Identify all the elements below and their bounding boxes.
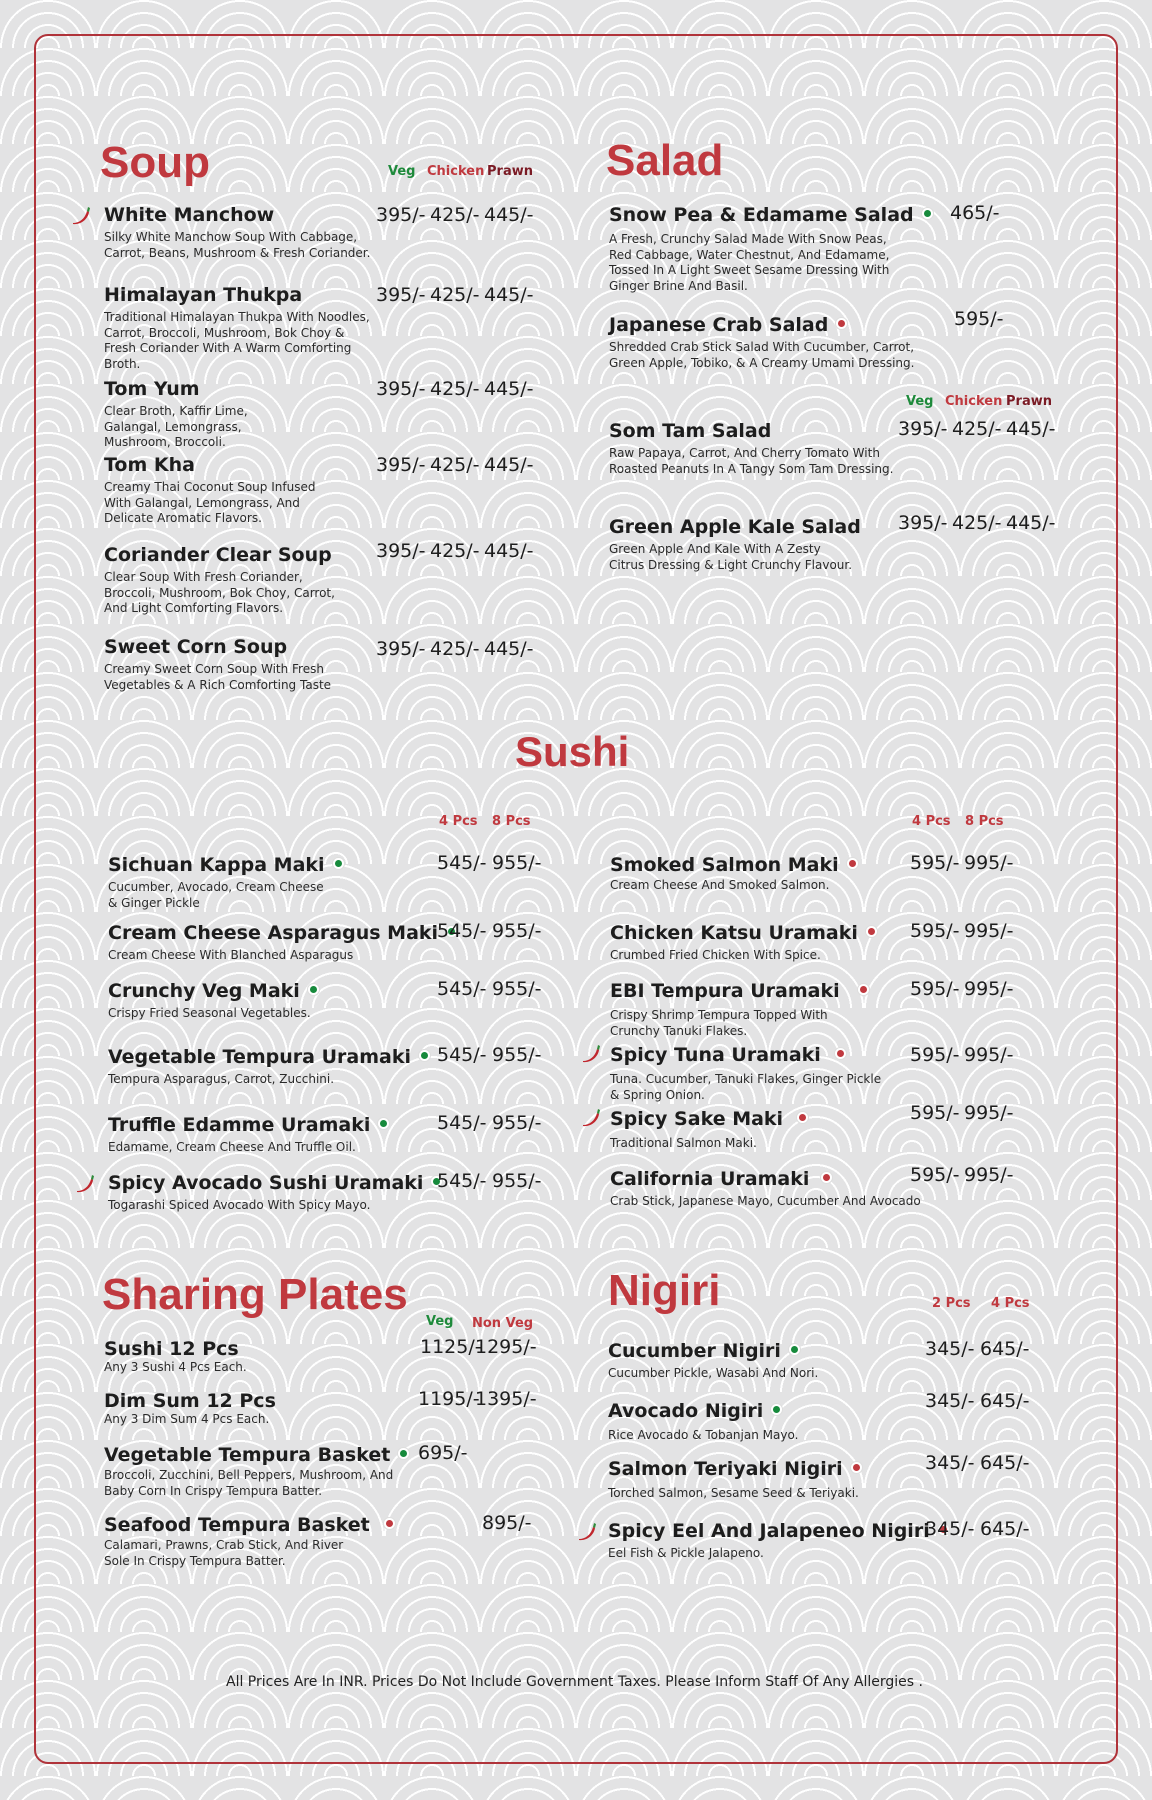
soup-item-desc: Clear Soup With Fresh Coriander, Broccoli, Mushroom, Bok Choy, Carrot, And Light Comforting Flavors. (104, 570, 335, 615)
sushi-item-name: Chicken Katsu Uramaki (610, 922, 877, 944)
soup-item-desc: Clear Broth, Kaffir Lime, Galangal, Lemongrass, Mushroom, Broccoli. (104, 404, 248, 449)
sushi-price-4pcs: 545/- (437, 920, 487, 942)
sharing-price-nonveg: 1395/- (475, 1388, 537, 1410)
sushi-price-8pcs: 995/- (964, 1102, 1014, 1124)
veg-dot-icon (333, 858, 344, 869)
sushi-price-4pcs: 545/- (437, 1044, 487, 1066)
sushi-price-8pcs: 955/- (492, 1044, 542, 1066)
sushi-price-4pcs: 595/- (910, 1102, 960, 1124)
sushi-item-desc: Togarashi Spiced Avocado With Spicy Mayo. (108, 1198, 371, 1212)
soup-item-name: White Manchow (104, 204, 275, 226)
salad-price-prawn: 445/- (1006, 418, 1056, 440)
veg-dot-icon (308, 984, 319, 995)
sushi-price-8pcs: 995/- (964, 852, 1014, 874)
salad-price-chicken: 425/- (952, 418, 1002, 440)
sushi-price-4pcs: 545/- (437, 1112, 487, 1134)
sushi-item-name: Sichuan Kappa Maki (108, 854, 344, 876)
sushi-price-8pcs: 955/- (492, 1112, 542, 1134)
soup-item-name: Coriander Clear Soup (104, 544, 332, 566)
soup-price-veg: 395/- (376, 454, 426, 476)
sushi-item-name: California Uramaki (610, 1168, 832, 1190)
nonveg-dot-icon (797, 1112, 808, 1123)
nigiri-header-2pcs: 2 Pcs (932, 1296, 971, 1311)
soup-price-chicken: 425/- (430, 378, 480, 400)
nonveg-dot-icon (866, 926, 877, 937)
nigiri-price-2pcs: 345/- (925, 1338, 975, 1360)
sushi-item-name: Crunchy Veg Maki (108, 980, 319, 1002)
salad-item-name: Green Apple Kale Salad (609, 516, 861, 538)
sushi-item-name: Spicy Sake Maki (610, 1108, 808, 1130)
nigiri-item-name: Spicy Eel And Jalapeneo Nigiri (608, 1520, 949, 1542)
veg-dot-icon (789, 1344, 800, 1355)
nigiri-item-desc: Torched Salmon, Sesame Seed & Teriyaki. (608, 1486, 859, 1500)
sharing-title: Sharing Plates (102, 1270, 408, 1319)
salad-price-veg: 395/- (898, 418, 948, 440)
sushi-item-desc: Cucumber, Avocado, Cream Cheese & Ginger Pickle (108, 880, 324, 910)
soup-price-chicken: 425/- (430, 638, 480, 660)
sharing-price-veg: 1195/- (418, 1388, 480, 1410)
nigiri-item-name: Avocado Nigiri (608, 1400, 782, 1422)
nigiri-price-2pcs: 345/- (925, 1390, 975, 1412)
sushi-price-8pcs: 955/- (492, 920, 542, 942)
nigiri-item-desc: Eel Fish & Pickle Jalapeno. (608, 1546, 764, 1560)
sushi-price-8pcs: 995/- (964, 920, 1014, 942)
nigiri-price-4pcs: 645/- (980, 1338, 1030, 1360)
salad-header-chicken: Chicken (945, 394, 1003, 409)
sharing-price: 695/- (418, 1442, 468, 1464)
veg-dot-icon (398, 1448, 409, 1459)
salad-price: 465/- (950, 202, 1000, 224)
sharing-price-nonveg: 1295/- (475, 1336, 537, 1358)
salad-price-veg: 395/- (898, 512, 948, 534)
veg-dot-icon (771, 1404, 782, 1415)
nigiri-item-name: Salmon Teriyaki Nigiri (608, 1458, 862, 1480)
sushi-right-header-8pcs: 8 Pcs (965, 814, 1004, 829)
soup-item-desc: Silky White Manchow Soup With Cabbage, Carrot, Beans, Mushroom & Fresh Coriander. (104, 230, 371, 260)
salad-item-desc: A Fresh, Crunchy Salad Made With Snow Peas, Red Cabbage, Water Chestnut, And Edamame, Tossed In A Light Sweet Sesame Dressing With Ginger Brine And Basil. (609, 232, 890, 293)
nigiri-price-4pcs: 645/- (980, 1390, 1030, 1412)
veg-dot-icon (922, 208, 933, 219)
veg-dot-icon (378, 1118, 389, 1129)
salad-item-desc: Raw Papaya, Carrot, And Cherry Tomato With Roasted Peanuts In A Tangy Som Tam Dressing. (609, 446, 894, 476)
sushi-title: Sushi (515, 728, 630, 775)
sushi-item-desc: Tuna. Cucumber, Tanuki Flakes, Ginger Pickle & Spring Onion. (610, 1072, 882, 1102)
footer-note: All Prices Are In INR. Prices Do Not Include Government Taxes. Please Inform Staff Of Any Allergies . (226, 1674, 923, 1690)
sharing-item-name: Sushi 12 Pcs (104, 1338, 239, 1360)
soup-price-chicken: 425/- (430, 284, 480, 306)
nigiri-price-2pcs: 345/- (925, 1452, 975, 1474)
soup-price-prawn: 445/- (484, 454, 534, 476)
soup-header-prawn: Prawn (487, 164, 533, 179)
sushi-price-4pcs: 595/- (910, 1044, 960, 1066)
sharing-item-desc: Any 3 Dim Sum 4 Pcs Each. (104, 1412, 270, 1426)
chili-icon (580, 1106, 602, 1128)
sharing-price: 895/- (482, 1512, 532, 1534)
sharing-header-nonveg: Non Veg (472, 1316, 534, 1331)
salad-price-chicken: 425/- (952, 512, 1002, 534)
salad-item-name: Som Tam Salad (609, 420, 772, 442)
nonveg-dot-icon (836, 318, 847, 329)
sushi-item-name: Truffle Edamme Uramaki (108, 1114, 389, 1136)
sharing-item-name: Vegetable Tempura Basket (104, 1444, 409, 1466)
nigiri-price-2pcs: 345/- (925, 1518, 975, 1540)
soup-title: Soup (100, 138, 210, 187)
chili-icon (580, 1042, 602, 1064)
sushi-price-8pcs: 995/- (964, 1044, 1014, 1066)
chili-icon (70, 204, 92, 226)
sushi-item-desc: Crumbed Fried Chicken With Spice. (610, 948, 821, 962)
soup-price-veg: 395/- (376, 284, 426, 306)
sharing-item-name: Seafood Tempura Basket (104, 1514, 395, 1536)
sharing-item-name: Dim Sum 12 Pcs (104, 1390, 276, 1412)
soup-header-chicken: Chicken (427, 164, 485, 179)
sushi-item-desc: Edamame, Cream Cheese And Truffle Oil. (108, 1140, 356, 1154)
nonveg-dot-icon (821, 1172, 832, 1183)
soup-price-prawn: 445/- (484, 378, 534, 400)
nigiri-header-4pcs: 4 Pcs (991, 1296, 1030, 1311)
soup-price-prawn: 445/- (484, 540, 534, 562)
soup-item-name: Sweet Corn Soup (104, 636, 288, 658)
sushi-item-name: Cream Cheese Asparagus Maki (108, 922, 457, 944)
soup-price-veg: 395/- (376, 540, 426, 562)
sushi-item-desc: Crispy Fried Seasonal Vegetables. (108, 1006, 311, 1020)
nigiri-price-4pcs: 645/- (980, 1452, 1030, 1474)
nonveg-dot-icon (858, 984, 869, 995)
soup-item-desc: Creamy Thai Coconut Soup Infused With Galangal, Lemongrass, And Delicate Aromatic Flavors. (104, 480, 316, 525)
soup-price-veg: 395/- (376, 204, 426, 226)
nonveg-dot-icon (835, 1048, 846, 1059)
sharing-item-desc: Broccoli, Zucchini, Bell Peppers, Mushroom, And Baby Corn In Crispy Tempura Batter. (104, 1468, 394, 1498)
sushi-price-8pcs: 955/- (492, 1170, 542, 1192)
salad-item-desc: Shredded Crab Stick Salad With Cucumber, Carrot, Green Apple, Tobiko, & A Creamy Umami Dressing. (609, 340, 915, 370)
sushi-price-4pcs: 595/- (910, 1164, 960, 1186)
sushi-item-desc: Cream Cheese With Blanched Asparagus (108, 948, 354, 962)
soup-price-prawn: 445/- (484, 284, 534, 306)
soup-price-prawn: 445/- (484, 204, 534, 226)
salad-item-desc: Green Apple And Kale With A Zesty Citrus Dressing & Light Crunchy Flavour. (609, 542, 853, 572)
sushi-price-8pcs: 955/- (492, 852, 542, 874)
sushi-right-header-4pcs: 4 Pcs (912, 814, 951, 829)
salad-header-prawn: Prawn (1006, 394, 1052, 409)
sharing-item-desc: Any 3 Sushi 4 Pcs Each. (104, 1360, 247, 1374)
nigiri-item-desc: Cucumber Pickle, Wasabi And Nori. (608, 1366, 819, 1380)
sushi-item-desc: Traditional Salmon Maki. (610, 1136, 757, 1150)
soup-price-chicken: 425/- (430, 540, 480, 562)
soup-price-prawn: 445/- (484, 638, 534, 660)
soup-item-desc: Traditional Himalayan Thukpa With Noodles, Carrot, Broccoli, Mushroom, Bok Choy & Fresh Coriander With A Warm Comforting Broth. (104, 310, 370, 371)
salad-price: 595/- (954, 308, 1004, 330)
salad-title: Salad (606, 136, 724, 185)
sushi-item-desc: Cream Cheese And Smoked Salmon. (610, 878, 830, 892)
sushi-item-desc: Crispy Shrimp Tempura Topped With Crunchy Tanuki Flakes. (610, 1008, 828, 1038)
sushi-item-name: Vegetable Tempura Uramaki (108, 1046, 430, 1068)
nigiri-title: Nigiri (608, 1266, 721, 1315)
sushi-price-4pcs: 545/- (437, 1170, 487, 1192)
sharing-header-veg: Veg (426, 1314, 454, 1329)
soup-item-desc: Creamy Sweet Corn Soup With Fresh Vegetables & A Rich Comforting Taste (104, 662, 332, 692)
nonveg-dot-icon (851, 1462, 862, 1473)
sushi-item-name: Spicy Avocado Sushi Uramaki (108, 1172, 442, 1194)
soup-item-name: Tom Kha (104, 454, 195, 476)
soup-item-name: Himalayan Thukpa (104, 284, 303, 306)
sushi-price-4pcs: 595/- (910, 920, 960, 942)
sushi-left-header-4pcs: 4 Pcs (439, 814, 478, 829)
salad-item-name: Japanese Crab Salad (609, 314, 847, 336)
sushi-left-header-8pcs: 8 Pcs (492, 814, 531, 829)
sushi-item-name: Spicy Tuna Uramaki (610, 1044, 846, 1066)
sushi-item-desc: Crab Stick, Japanese Mayo, Cucumber And Avocado (610, 1194, 921, 1208)
chili-icon (74, 1172, 96, 1194)
sushi-price-4pcs: 545/- (437, 978, 487, 1000)
veg-dot-icon (419, 1050, 430, 1061)
salad-header-veg: Veg (906, 394, 934, 409)
sushi-item-name: Smoked Salmon Maki (610, 854, 858, 876)
sushi-price-8pcs: 955/- (492, 978, 542, 1000)
nigiri-item-name: Cucumber Nigiri (608, 1340, 800, 1362)
soup-price-chicken: 425/- (430, 204, 480, 226)
nigiri-item-desc: Rice Avocado & Tobanjan Mayo. (608, 1428, 799, 1442)
sushi-price-4pcs: 545/- (437, 852, 487, 874)
soup-price-veg: 395/- (376, 378, 426, 400)
sushi-price-4pcs: 595/- (910, 852, 960, 874)
nonveg-dot-icon (847, 858, 858, 869)
salad-item-name: Snow Pea & Edamame Salad (609, 204, 933, 226)
sushi-price-4pcs: 595/- (910, 978, 960, 1000)
sushi-item-desc: Tempura Asparagus, Carrot, Zucchini. (108, 1072, 335, 1086)
soup-price-veg: 395/- (376, 638, 426, 660)
nonveg-dot-icon (384, 1518, 395, 1529)
sushi-price-8pcs: 995/- (964, 1164, 1014, 1186)
chili-icon (576, 1520, 598, 1542)
salad-price-prawn: 445/- (1006, 512, 1056, 534)
sushi-item-name: EBI Tempura Uramaki (610, 980, 869, 1002)
sharing-item-desc: Calamari, Prawns, Crab Stick, And River Sole In Crispy Tempura Batter. (104, 1538, 344, 1568)
nigiri-price-4pcs: 645/- (980, 1518, 1030, 1540)
soup-header-veg: Veg (388, 164, 416, 179)
soup-price-chicken: 425/- (430, 454, 480, 476)
soup-item-name: Tom Yum (104, 378, 200, 400)
sushi-price-8pcs: 995/- (964, 978, 1014, 1000)
sharing-price-veg: 1125/- (420, 1336, 482, 1358)
